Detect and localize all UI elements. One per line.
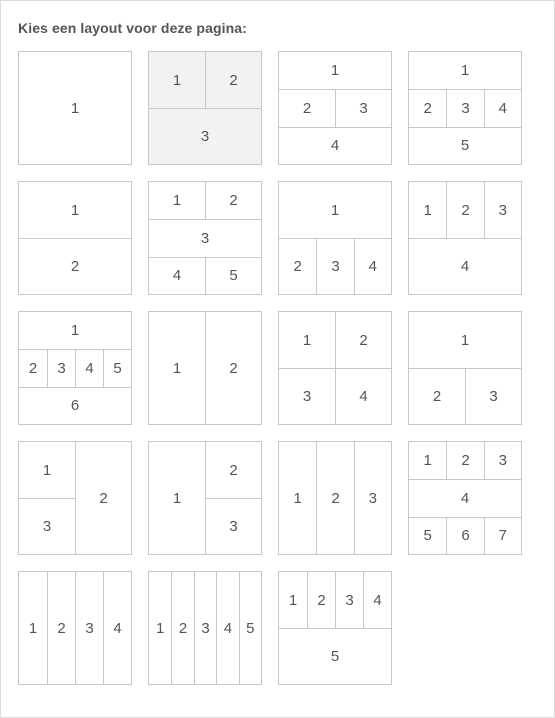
layout-cell: 2	[446, 182, 483, 238]
layout-cell: 1	[70, 322, 80, 340]
layout-cell: 1	[423, 452, 432, 470]
layout-cell: 2	[205, 442, 261, 498]
layout-cell: 5	[103, 349, 131, 386]
layout-cell: 4	[149, 257, 205, 294]
layout-cell: 1	[172, 359, 182, 377]
layout-cell: 2	[316, 442, 353, 554]
layout-cell: 1	[28, 619, 38, 637]
layout-option-4[interactable]	[408, 51, 522, 165]
layout-cell: 4	[103, 572, 131, 684]
layout-grid	[18, 51, 522, 685]
layout-cell: 4	[484, 89, 521, 126]
layout-cell: 3	[149, 108, 261, 164]
layout-cell: 2	[335, 312, 391, 368]
layout-cell: 3	[47, 349, 75, 386]
layout-cell: 1	[172, 71, 182, 89]
layout-cell: 4	[216, 572, 238, 684]
layout-cell: 3	[316, 238, 353, 294]
layout-option-14[interactable]	[148, 441, 262, 555]
layout-cell: 2	[409, 368, 465, 424]
layout-cell: 5	[239, 572, 261, 684]
layout-cell: 5	[279, 628, 391, 684]
layout-option-19[interactable]	[278, 571, 392, 685]
layout-cell: 6	[19, 387, 131, 424]
layout-option-8[interactable]	[408, 181, 522, 295]
layout-cell: 1	[172, 192, 182, 210]
layout-option-15[interactable]	[278, 441, 392, 555]
layout-cell: 3	[484, 442, 521, 479]
layout-option-5[interactable]	[18, 181, 132, 295]
layout-option-3[interactable]	[278, 51, 392, 165]
layout-cell: 3	[484, 182, 521, 238]
layout-cell: 2	[279, 238, 316, 294]
layout-cell: 1	[460, 331, 470, 349]
layout-cell: 2	[279, 89, 335, 126]
layout-cell: 1	[460, 62, 470, 80]
layout-cell: 2	[19, 349, 47, 386]
layout-cell: 3	[149, 219, 261, 256]
layout-cell: 4	[409, 479, 521, 516]
layout-cell: 5	[409, 127, 521, 164]
layout-cell: 1	[293, 489, 302, 507]
layout-cell: 4	[354, 238, 391, 294]
layout-cell: 1	[330, 62, 340, 80]
layout-cell: 4	[363, 572, 391, 628]
page-title: Kies een layout voor deze pagina:	[18, 20, 247, 36]
layout-option-11[interactable]	[278, 311, 392, 425]
layout-cell: 1	[42, 461, 52, 479]
layout-cell: 6	[446, 517, 483, 554]
layout-cell: 1	[172, 489, 182, 507]
layout-option-1[interactable]	[18, 51, 132, 165]
layout-cell: 1	[156, 619, 165, 637]
layout-cell: 2	[171, 572, 193, 684]
layout-cell: 5	[409, 517, 446, 554]
layout-cell: 3	[446, 89, 483, 126]
layout-cell: 3	[354, 442, 391, 554]
layout-cell: 3	[75, 572, 103, 684]
layout-cell: 4	[335, 368, 391, 424]
layout-cell: 3	[194, 572, 216, 684]
layout-cell: 4	[75, 349, 103, 386]
layout-cell: 4	[279, 127, 391, 164]
layout-cell: 3	[205, 498, 261, 554]
layout-cell: 2	[205, 52, 261, 108]
layout-option-17[interactable]	[18, 571, 132, 685]
layout-option-6[interactable]	[148, 181, 262, 295]
layout-cell: 5	[205, 257, 261, 294]
layout-option-13[interactable]	[18, 441, 132, 555]
layout-cell: 7	[484, 517, 521, 554]
layout-cell: 3	[279, 368, 335, 424]
layout-cell: 1	[70, 201, 80, 219]
layout-cell: 1	[70, 99, 80, 117]
layout-option-10[interactable]	[148, 311, 262, 425]
layout-option-16[interactable]	[408, 441, 522, 555]
layout-option-7[interactable]	[278, 181, 392, 295]
layout-cell: 4	[409, 238, 521, 294]
layout-cell: 3	[335, 89, 391, 126]
layout-cell: 2	[446, 442, 483, 479]
layout-cell: 2	[47, 572, 75, 684]
layout-cell: 2	[205, 312, 261, 424]
layout-option-12[interactable]	[408, 311, 522, 425]
layout-cell: 1	[330, 201, 340, 219]
layout-cell: 3	[335, 572, 363, 628]
layout-cell: 2	[307, 572, 335, 628]
layout-cell: 2	[409, 89, 446, 126]
layout-option-2[interactable]	[148, 51, 262, 165]
layout-option-9[interactable]	[18, 311, 132, 425]
layout-cell: 2	[75, 442, 131, 554]
layout-cell: 1	[302, 331, 312, 349]
layout-cell: 2	[19, 238, 131, 294]
layout-cell: 3	[465, 368, 521, 424]
layout-cell: 2	[205, 182, 261, 219]
layout-cell: 3	[19, 498, 75, 554]
layout-cell: 1	[288, 591, 298, 609]
layout-cell: 1	[423, 201, 432, 219]
layout-option-18[interactable]	[148, 571, 262, 685]
